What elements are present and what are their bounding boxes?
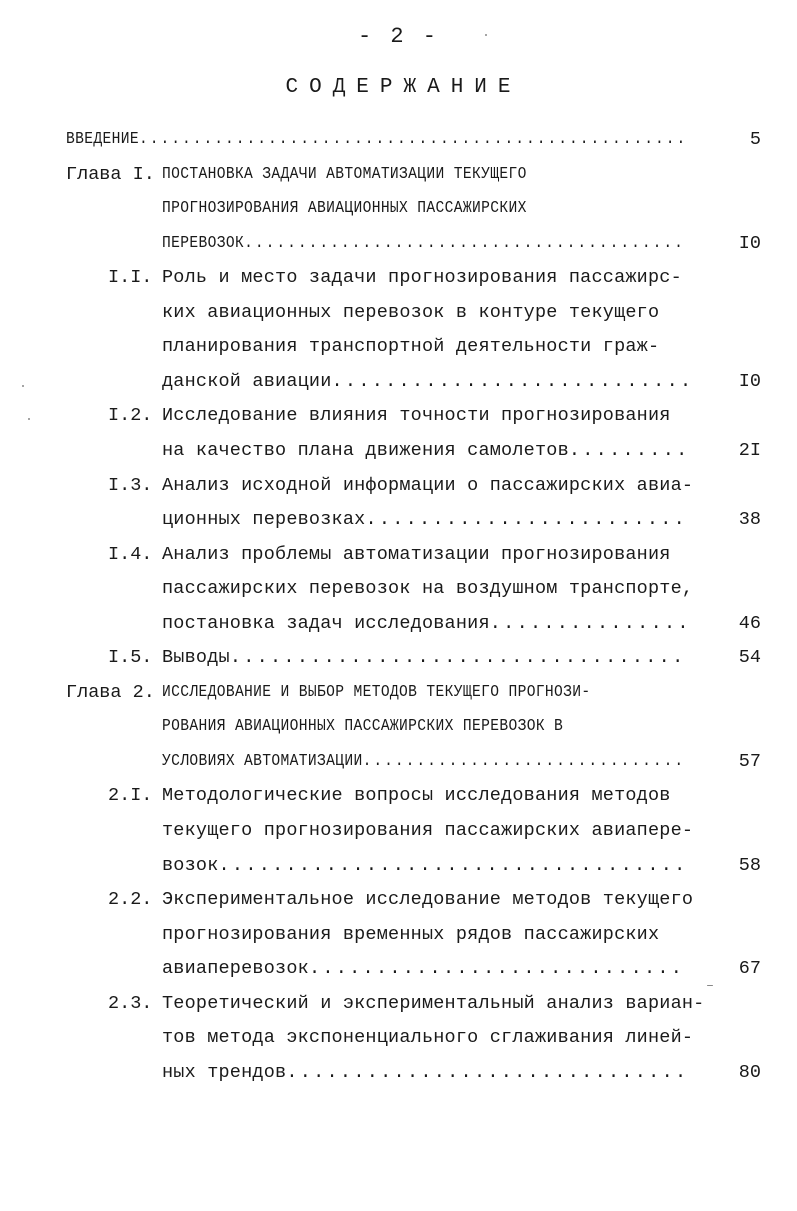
toc-entry-text: пассажирских перевозок на воздушном транспорте, [162,578,694,600]
toc-page-number: 54 [738,647,761,669]
dot-leader: ................................... [218,854,688,876]
toc-entry-text: на качество плана движения самолетов [162,439,569,461]
toc-entry-text-line [162,401,671,431]
toc-page-number: 38 [738,509,761,531]
toc-entry-number: 2.3. [108,992,153,1014]
toc-entry-number: I.2. [108,405,153,427]
scan-speck [22,385,24,387]
toc-entry-number: 2.2. [108,889,153,911]
toc-page-number: 46 [738,612,761,634]
toc-page-number: I0 [738,370,761,392]
toc-entry-text: тов метода экспоненциального сглаживания линей- [162,1027,694,1049]
toc-entry-number: Глава I. [66,163,155,185]
scan-speck [28,418,30,420]
toc-entry-number: Глава 2. [66,681,155,703]
dot-leader: ............... [489,612,691,634]
dot-leader: ........................... [331,370,694,392]
toc-entry-text-line [162,298,659,328]
toc-entry-text: возок [162,854,219,876]
toc-entry-text: текущего прогнозирования пассажирских авиапере- [162,820,694,841]
toc-entry-number: I.I. [108,267,153,289]
toc-entry-text: авиаперевозок [162,958,309,980]
toc-entry-text: Теоретический и экспериментальный анализ вариан- [162,992,705,1014]
toc-entry-text: ВВЕДЕНИЕ [66,130,139,149]
toc-entry-text: данской авиации [162,370,332,392]
toc-entry-text-line [162,505,687,535]
toc-entry-number: I.3. [108,474,153,496]
toc-entry-number: I.5. [108,647,153,669]
toc-entry-text: ПОСТАНОВКА ЗАДАЧИ АВТОМАТИЗАЦИИ ТЕКУЩЕГО [162,164,527,184]
toc-entry-text-line [162,989,705,1019]
toc-entry-text-line [162,954,684,984]
toc-entry-text: ИССЛЕДОВАНИЕ И ВЫБОР МЕТОДОВ ТЕКУЩЕГО ПРОГНОЗИ- [162,682,591,702]
toc-entry-text-line [162,1058,688,1088]
toc-entry-text: Анализ проблемы автоматизации прогнозирования [162,543,671,565]
toc-entry-text-line [162,643,685,673]
dot-leader: ......................................... [244,233,685,253]
toc-entry-text-line [162,436,690,466]
toc-entry-text-line [162,920,659,950]
scan-speck [485,34,487,36]
page-number: - 2 - [357,24,439,49]
toc-entry-number: 2.I. [108,785,153,807]
toc-entry-text-line [162,885,693,915]
dot-leader: ................................................... [138,130,688,149]
toc-page-number: 80 [738,1061,761,1083]
toc-entry-number: I.4. [108,543,153,565]
toc-page-number: 67 [738,958,761,980]
dot-leader: .................................. [229,647,686,669]
toc-entry-text: Методологические вопросы исследования методов [162,785,671,807]
toc-page-number: I0 [738,232,761,254]
toc-entry-text: ных трендов [162,1061,287,1083]
toc-entry-text-line [162,678,591,708]
toc-entry-text-line [162,712,563,742]
toc-page-number: 57 [738,750,761,772]
toc-entry-text: планирования транспортной деятельности граж- [162,336,660,358]
toc-entry-text: ПРОГНОЗИРОВАНИЯ АВИАЦИОННЫХ ПАССАЖИРСКИХ [162,199,527,219]
toc-entry-text-line [162,816,693,846]
toc-entry-text: прогнозирования временных рядов пассажирских [162,923,660,945]
toc-title: СОДЕРЖАНИЕ [285,76,522,99]
toc-entry-text-line [162,1023,693,1053]
dot-leader: .............................. [362,751,686,771]
toc-entry-text-line [162,609,691,639]
toc-entry-text: Выводы [162,647,230,669]
toc-entry-text-line [162,781,671,811]
toc-entry-text: Роль и место задачи прогнозирования пассажирс- [162,267,682,289]
scan-speck [707,985,713,986]
toc-page-number: 2I [738,439,761,461]
toc-entry-text-line [162,160,527,190]
dot-leader: ......... [568,439,690,461]
toc-page-number: 5 [749,129,761,150]
toc-entry-text: УСЛОВИЯХ АВТОМАТИЗАЦИИ [162,751,363,771]
toc-entry-text: Исследование влияния точности прогнозирования [162,405,671,427]
toc-entry-text-line [162,851,688,881]
toc-entry-text-line [66,125,687,155]
toc-page-number: 58 [738,854,761,876]
toc-entry-text: РОВАНИЯ АВИАЦИОННЫХ ПАССАЖИРСКИХ ПЕРЕВОЗОК В [162,717,564,737]
toc-entry-text: ПЕРЕВОЗОК [162,233,245,253]
dot-leader: ............................ [308,958,685,980]
toc-entry-text-line [162,229,685,259]
toc-entry-text: постановка задач исследования [162,612,490,634]
toc-entry-text: Анализ исходной информации о пассажирских авиа- [162,474,694,496]
toc-entry-text-line [162,540,671,570]
toc-entry-text-line [162,574,693,604]
toc-entry-text-line [162,367,693,397]
dot-leader: ........................ [365,509,688,531]
toc-entry-text-line [162,332,659,362]
dot-leader: .............................. [286,1061,689,1083]
toc-entry-text-line [162,263,682,293]
toc-entry-text-line [162,471,693,501]
toc-entry-text-line [162,194,527,224]
toc-entry-text: ционных перевозках [162,509,366,531]
toc-entry-text-line [162,747,685,777]
toc-entry-text: ких авиационных перевозок в контуре текущего [162,301,660,323]
toc-entry-text: Экспериментальное исследование методов текущего [162,889,694,911]
